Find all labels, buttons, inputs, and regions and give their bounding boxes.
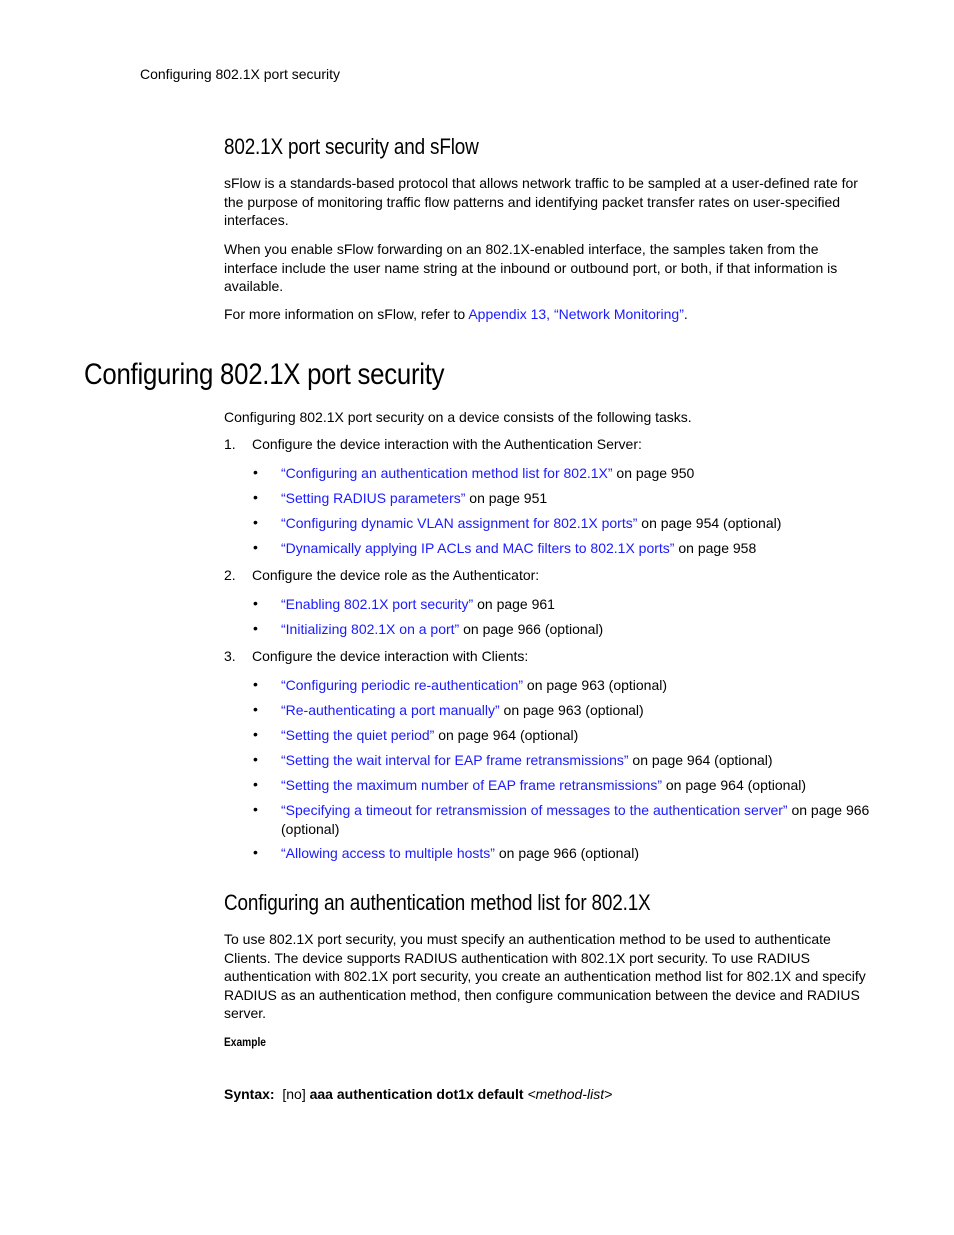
syntax-line	[224, 1086, 612, 1102]
example-label: Example	[224, 1035, 266, 1049]
task-link[interactable]: “Configuring dynamic VLAN assignment for 802.1X ports”	[281, 515, 638, 531]
bullet-icon: •	[253, 776, 258, 792]
page-title: Configuring 802.1X port security	[84, 358, 445, 391]
sflow-p3-prefix: For more information on sFlow, refer to	[224, 306, 469, 322]
list-item	[281, 844, 873, 863]
page-reference: on page 964 (optional)	[434, 727, 579, 743]
list-item	[281, 701, 873, 720]
syntax-no: [no]	[282, 1086, 306, 1102]
task-link[interactable]: “Setting the wait interval for EAP frame retransmissions”	[281, 752, 629, 768]
sflow-p3-suffix: .	[683, 306, 688, 322]
bullet-icon: •	[253, 801, 258, 817]
step-number: 1.	[224, 436, 236, 452]
section-heading-method-list: Configuring an authentication method list for 802.1X	[224, 890, 651, 915]
bullet-icon: •	[253, 595, 258, 611]
bullet-icon: •	[253, 489, 258, 505]
list-item	[281, 751, 873, 770]
page-reference: on page 954 (optional)	[637, 515, 782, 531]
step-text: Configure the device role as the Authenticator:	[252, 567, 540, 583]
page-reference: on page 958	[674, 540, 757, 556]
page-reference: on page 966 (optional)	[494, 845, 639, 861]
step-number: 3.	[224, 648, 236, 664]
list-item	[281, 514, 873, 533]
list-item	[281, 595, 873, 614]
running-header: Configuring 802.1X port security	[140, 66, 340, 82]
bullet-icon: •	[253, 844, 258, 860]
page-reference: on page 950	[612, 465, 695, 481]
syntax-command: aaa authentication dot1x default	[309, 1086, 524, 1102]
bullet-icon: •	[253, 701, 258, 717]
task-link[interactable]: “Enabling 802.1X port security”	[281, 596, 474, 612]
list-item	[281, 801, 873, 838]
task-link[interactable]: “Configuring periodic re-authentication”	[281, 677, 524, 693]
sflow-paragraph-3	[224, 305, 872, 324]
list-item	[281, 726, 873, 745]
task-link[interactable]: “Re-authenticating a port manually”	[281, 702, 500, 718]
list-item	[281, 489, 873, 508]
syntax-param: <method-list>	[527, 1086, 613, 1102]
method-list-paragraph: To use 802.1X port security, you must specify an authentication method to be used to authenticate Clients. The device supports RADIUS authentication with 802.1X port security. To use RADIUS authentication with 802.1X port security, you create an authentication method list for 802.1X and specify RADIUS as an authentication method, then configure communication between the device and RADIUS server.	[224, 931, 866, 1021]
bullet-icon: •	[253, 726, 258, 742]
appendix-network-monitoring-link[interactable]: Appendix 13, “Network Monitoring”	[468, 306, 684, 322]
bullet-icon: •	[253, 751, 258, 767]
task-link[interactable]: “Setting the quiet period”	[281, 727, 435, 743]
page-reference: on page 963 (optional)	[499, 702, 644, 718]
page-reference: on page 963 (optional)	[523, 677, 668, 693]
page-reference: on page 964 (optional)	[662, 777, 806, 793]
task-link[interactable]: “Allowing access to multiple hosts”	[281, 845, 495, 861]
bullet-icon: •	[253, 464, 258, 480]
list-item	[281, 620, 873, 639]
task-link[interactable]: “Setting RADIUS parameters”	[281, 490, 466, 506]
list-item	[281, 676, 873, 695]
page-reference: on page 966 (optional)	[281, 802, 870, 837]
bullet-icon: •	[253, 620, 258, 636]
list-item	[281, 539, 873, 558]
task-link[interactable]: “Setting the maximum number of EAP frame retransmissions”	[281, 777, 662, 793]
step-number: 2.	[224, 567, 236, 583]
step-text: Configure the device interaction with Clients:	[252, 648, 529, 664]
sflow-paragraph-2: When you enable sFlow forwarding on an 802.1X-enabled interface, the samples taken from the interface include the user name string at the inbound or outbound port, or both, if that information is available.	[224, 241, 838, 294]
step-text: Configure the device interaction with the Authentication Server:	[252, 436, 642, 452]
page-reference: on page 961	[473, 596, 555, 612]
config-intro: Configuring 802.1X port security on a device consists of the following tasks.	[224, 409, 692, 425]
bullet-icon: •	[253, 539, 258, 555]
page-reference: on page 951	[465, 490, 548, 506]
list-item	[281, 464, 873, 483]
section-heading-sflow: 802.1X port security and sFlow	[224, 134, 479, 159]
bullet-icon: •	[253, 514, 258, 530]
task-link[interactable]: “Specifying a timeout for retransmission of messages to the authentication server”	[281, 802, 788, 818]
page-reference: on page 964 (optional)	[628, 752, 773, 768]
syntax-label: Syntax:	[224, 1086, 275, 1102]
sflow-paragraph-1: sFlow is a standards-based protocol that allows network traffic to be sampled at a user-defined rate for the purpose of monitoring traffic flow patterns and identifying packet transfer rates on user-specified interfaces.	[224, 175, 858, 228]
task-link[interactable]: “Dynamically applying IP ACLs and MAC filters to 802.1X ports”	[281, 540, 675, 556]
bullet-icon: •	[253, 676, 258, 692]
task-link[interactable]: “Initializing 802.1X on a port”	[281, 621, 460, 637]
task-link[interactable]: “Configuring an authentication method list for 802.1X”	[281, 465, 613, 481]
list-item	[281, 776, 873, 795]
page-reference: on page 966 (optional)	[459, 621, 604, 637]
